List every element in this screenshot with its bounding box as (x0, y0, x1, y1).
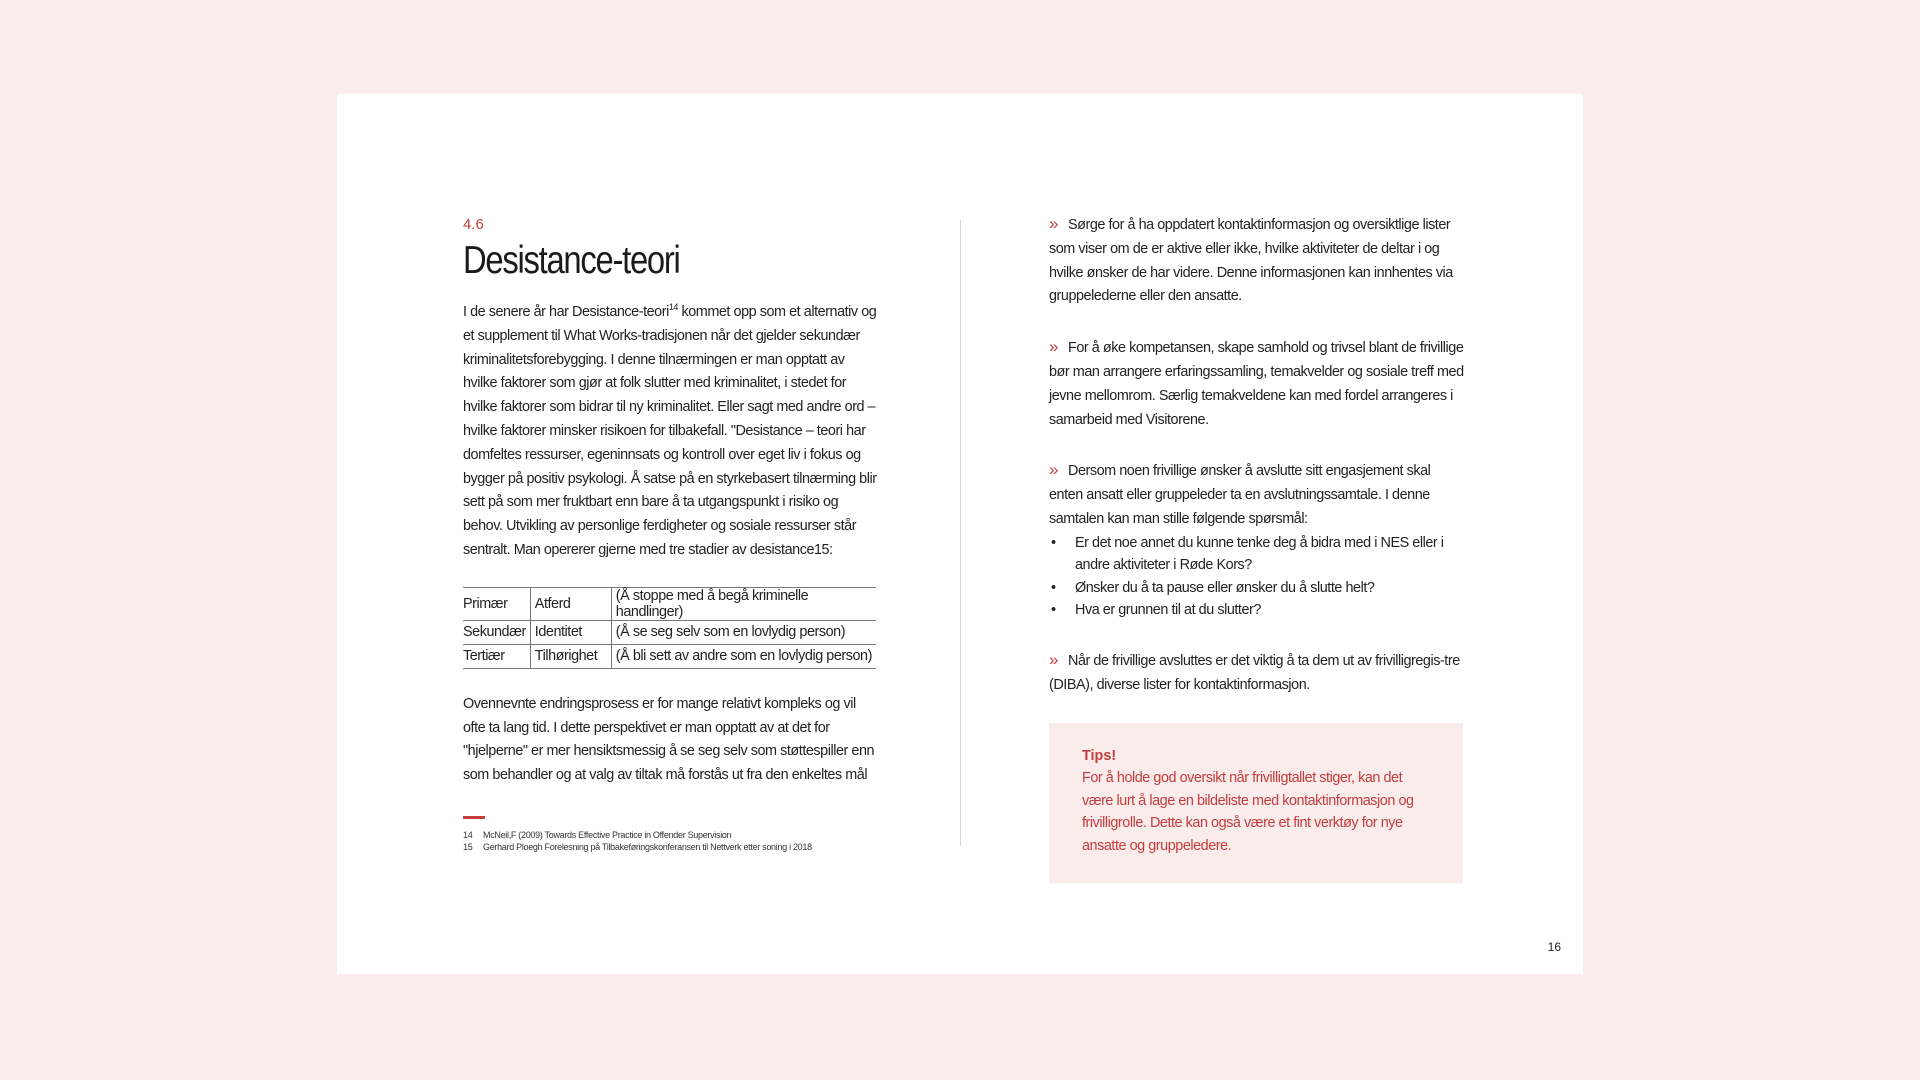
list-item-text: Når de frivillige avsluttes er det viktig å ta dem ut av frivilligregis-tre (DIBA), diverse lister for kontaktinformasjon. (1049, 652, 1460, 693)
bullet-icon: • (1051, 602, 1056, 619)
chevron-icon: » (1049, 214, 1059, 233)
list-item-text: Dersom noen frivillige ønsker å avslutte sitt engasjement skal enten ansatt eller gruppeleder ta en avslutningssamtale. I denne samtalen kan man stille følgende spørsmål: (1049, 463, 1431, 527)
question-item: • Ønsker du å ta pause eller ønsker du å slutte helt? (1049, 577, 1464, 600)
type-cell: Tilhørighet (530, 644, 611, 668)
bullet-icon: • (1051, 579, 1056, 596)
stage-cell: Sekundær (463, 620, 530, 644)
footnote-rule (463, 816, 485, 819)
footnote-item (463, 841, 878, 853)
footnote-text: McNeil,F (2009) Towards Effective Practice in Offender Supervision (483, 829, 732, 840)
section-number: 4.6 (463, 216, 484, 233)
bullet-icon: • (1051, 534, 1056, 551)
after-table-paragraph: Ovennevnte endringsprosess er for mange relativt kompleks og vil ofte ta lang tid. I dette perspektivet er man opptatt av at det for "hjelperne" er mer hensiktsmessig å se seg selv som støttespiller enn som behandler og at valg av tiltak må forstås ut fra den enkeltes mål (463, 695, 875, 784)
list-item (1049, 648, 1464, 698)
footnotes (463, 816, 878, 853)
section-title: Desistance-teori (463, 239, 680, 282)
chevron-icon: » (1049, 337, 1059, 357)
table-row (463, 644, 876, 668)
list-item-text: For å øke kompetansen, skape samhold og trivsel blant de frivillige bør man arrangere erfaringssamling, temakvelder og sosiale treff med jevne mellomrom. Særlig temakveldene kan med fordel arrangeres i samarbeid med Visitorene. (1049, 340, 1464, 428)
list-item (1049, 458, 1464, 621)
list-item-text: Sørge for å ha oppdatert kontaktinformasjon og oversiktlige lister som viser om de er aktive eller ikke, hvilke aktiviteter de deltar i og hvilke ønsker de har videre. Denne informasjonen kan innhentes via gruppelederne eller den ansatte. (1049, 217, 1453, 305)
left-column (463, 216, 878, 853)
question-item: • Hva er grunnen til at du slutter? (1049, 599, 1464, 622)
desc-cell: (Å stoppe med å begå kriminelle handlinger) (611, 587, 876, 620)
table-row (463, 620, 876, 644)
question-list (1049, 532, 1464, 622)
page-number: 16 (1547, 940, 1561, 954)
tips-title: Tips! (1082, 748, 1117, 765)
type-cell: Identitet (530, 620, 611, 644)
desc-cell: (Å bli sett av andre som en lovlydig person) (611, 644, 876, 668)
tips-text: For å holde god oversikt når frivilligtallet stiger, kan det være lurt å lage en bildeliste med kontaktinformasjon og frivilligrolle. Dette kan også være et fint verktøy for nye ansatte og gruppeledere. (1082, 770, 1414, 854)
desistance-stages-table (463, 587, 876, 669)
list-item (1049, 335, 1464, 432)
intro-paragraph (463, 301, 878, 563)
type-cell: Atferd (530, 587, 611, 620)
footnote-item (463, 829, 878, 841)
column-divider (960, 220, 961, 846)
footnote-number: 14 (463, 829, 473, 840)
intro-text-rest: kommet opp som et alternativ og et supplement til What Works-tradisjonen når det gjelder sekundær kriminalitetsforebygging. I denne tilnærmingen er man opptatt av hvilke faktorer som gjør at folk slutter med kriminalitet, i stedet for hvilke faktorer som bidrar til ny kriminalitet. Eller sagt med andre ord – hvilke faktorer minsker risikoen for tilbakefall. "Desistance – teori har domfeltes ressurser, egeninnsats og kontroll over eget liv i fokus og bygger på positiv psykologi. Å satse på en styrkebasert tilnærming blir sett på som mer fruktbart enn bare å ta utgangspunkt i risiko og behov. Utvikling av personlige ferdigheter og sosiale ressurser står sentralt. Man opererer gjerne med tre stadier av desistance15: (463, 304, 877, 558)
chevron-icon: » (1049, 649, 1059, 669)
question-item: • Er det noe annet du kunne tenke deg å bidra med i NES eller i andre aktiviteter i Røde Kors? (1049, 532, 1464, 577)
right-column (1049, 212, 1464, 883)
footnote-text: Gerhard Ploegh Forelesning på Tilbakeføringskonferansen til Nettverk etter soning i 2018 (483, 841, 812, 852)
intro-text-start: I de senere år har Desistance-teori (463, 304, 669, 320)
desc-cell: (Å se seg selv som en lovlydig person) (611, 620, 876, 644)
chevron-icon: » (1049, 460, 1059, 480)
stage-cell: Primær (463, 587, 530, 620)
document-page (337, 94, 1583, 974)
stage-cell: Tertiær (463, 644, 530, 668)
tips-box (1049, 723, 1463, 883)
footnote-ref-14: 14 (668, 302, 678, 313)
table-row (463, 587, 876, 620)
footnote-number: 15 (463, 841, 473, 852)
list-item (1049, 212, 1464, 309)
